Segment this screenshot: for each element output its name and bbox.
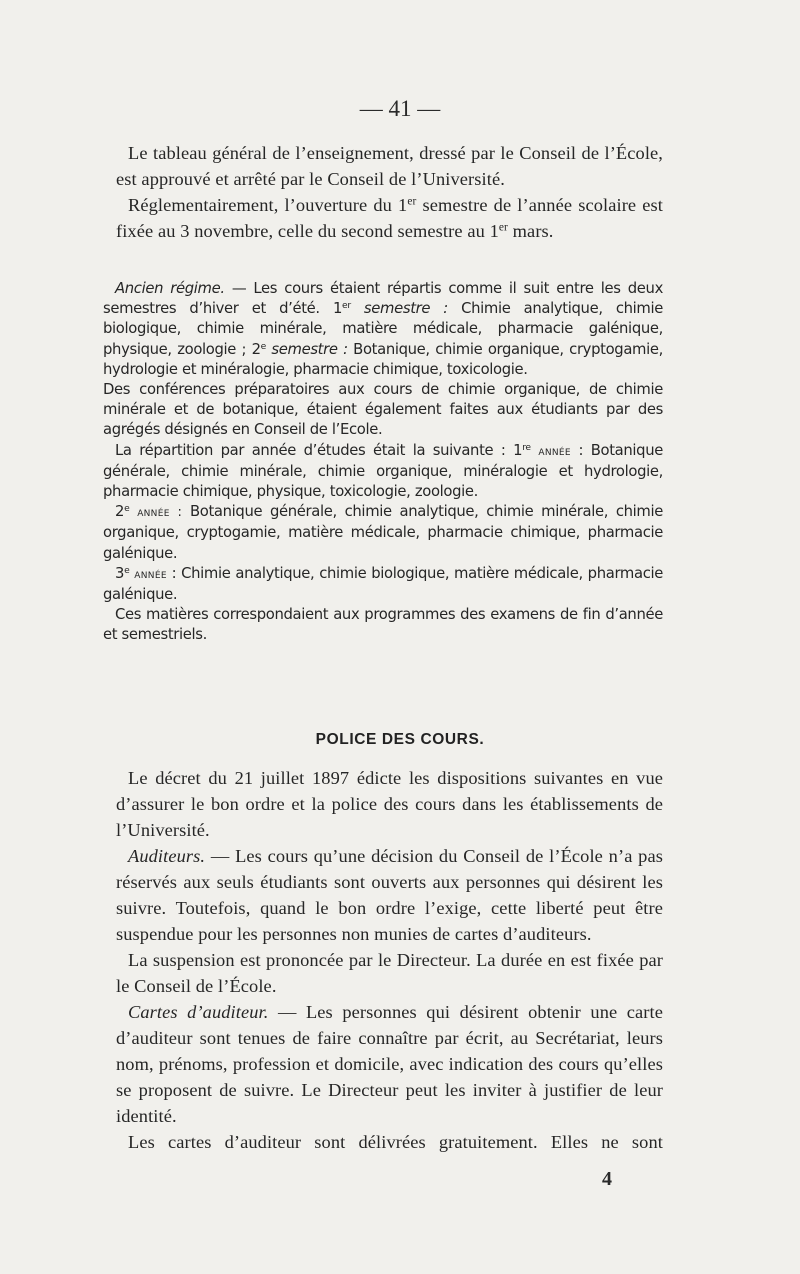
ancien-paragraph-5: 3e année : Chimie analytique, chimie biologique, matière médicale, pharmacie galénique.	[103, 564, 663, 604]
police-section	[116, 765, 663, 1155]
ancien-regime-section	[103, 279, 663, 646]
police-paragraph-1: Le décret du 21 juillet 1897 édicte les dispositions suivantes en vue d’assurer le bon ordre et la police des cours dans les établissements de l’Université.	[116, 768, 663, 840]
ancien-paragraph-6: Ces matières correspondaient aux programmes des examens de fin d’année et semestriels.	[103, 606, 663, 644]
police-paragraph-4: Cartes d’auditeur. — Les personnes qui désirent obtenir une carte d’auditeur sont tenues de faire connaître par écrit, au Secrétariat, leurs nom, prénoms, profession et domicile, avec indication des cours qu’elles se proposent de suivre. Le Directeur peut les inviter à justifier de leur identité.	[116, 1002, 663, 1126]
intro-paragraph-2: Réglementairement, l’ouverture du 1er semestre de l’année scolaire est fixée au 3 novembre, celle du second semestre au 1er mars.	[116, 195, 663, 241]
intro-section	[116, 140, 663, 244]
police-paragraph-3: La suspension est prononcée par le Directeur. La durée en est fixée par le Conseil de l’École.	[116, 950, 663, 996]
ancien-paragraph-2: Des conférences préparatoires aux cours de chimie organique, de chimie minérale et de botanique, étaient également faites aux étudiants par des agrégés désignés en Conseil de l’Ecole.	[103, 381, 663, 439]
ancien-paragraph-1: Ancien régime. — Les cours étaient répartis comme il suit entre les deux semestres d’hiver et d’été. 1er semestre : Chimie analytique, chimie biologique, chimie minérale, matière médicale, pharmacie galénique, physique, zoologie ; 2e semestre : Botanique, chimie organique, cryptogamie, hydrologie et minéralogie, pharmacie chimique, toxicologie.	[103, 280, 664, 378]
ancien-paragraph-4: 2e année : Botanique générale, chimie analytique, chimie minérale, chimie organique, cryptogamie, matière médicale, pharmacie chimique, pharmacie galénique.	[103, 503, 663, 562]
cartes-auditeur-label: Cartes d’auditeur.	[128, 1002, 269, 1022]
page-number: — 41 —	[359, 96, 441, 121]
police-paragraph-5: Les cartes d’auditeur sont délivrées gratuitement. Elles ne sont	[128, 1132, 663, 1152]
ancien-paragraph-3: La répartition par année d’études était la suivante : 1re année : Botanique générale, chimie minérale, chimie organique, minéralogie et hydrologie, pharmacie chimique, physique, toxicologie, zoologie.	[103, 441, 663, 501]
police-paragraph-2: Auditeurs. — Les cours qu’une décision du Conseil de l’École n’a pas réservés aux seuls étudiants sont ouverts aux personnes qui désirent les suivre. Toutefois, quand le bon ordre l’exige, cette liberté peut être suspendue pour les personnes non munies de cartes d’auditeurs.	[116, 846, 663, 944]
signature-mark: 4	[602, 1168, 612, 1190]
intro-paragraph-1: Le tableau général de l’enseignement, dressé par le Conseil de l’École, est approuvé et arrêté par le Conseil de l’Université.	[116, 143, 663, 189]
auditeurs-label: Auditeurs.	[128, 846, 206, 866]
section-title: POLICE DES COURS.	[315, 731, 485, 748]
ancien-regime-label: Ancien régime.	[115, 280, 225, 297]
